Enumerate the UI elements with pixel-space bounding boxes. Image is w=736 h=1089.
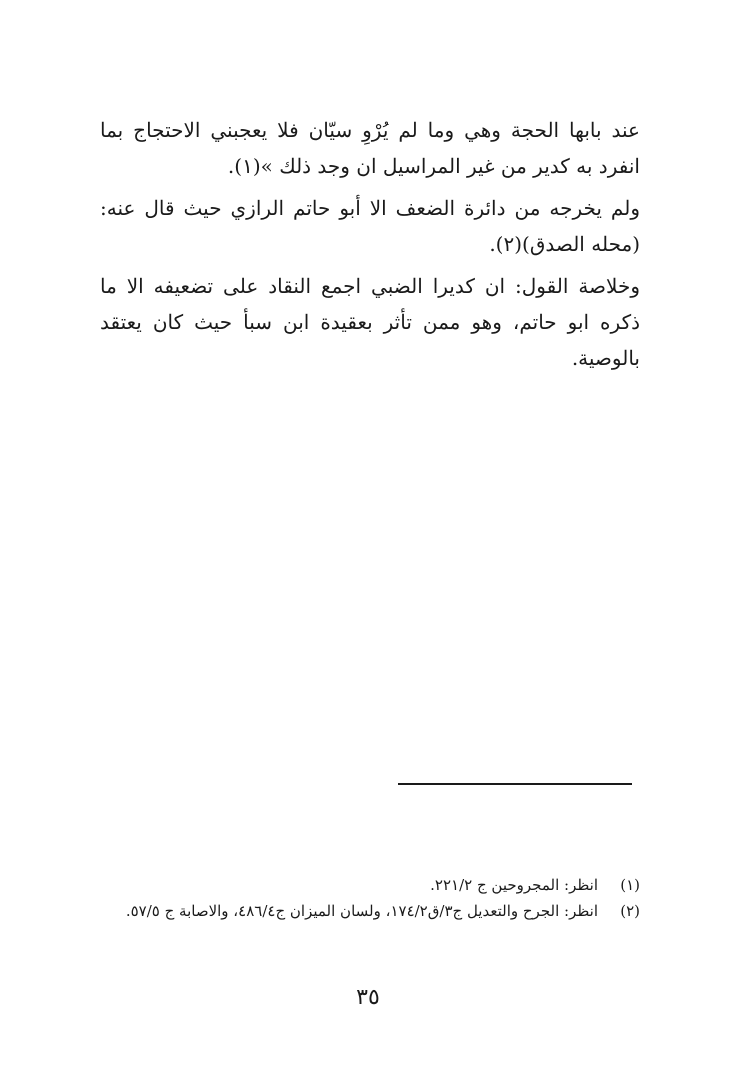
paragraph-2: ولم يخرجه من دائرة الضعف الا أبو حاتم الرازي حيث قال عنه: (محله الصدق)(٢). — [100, 196, 640, 256]
footnotes — [100, 872, 640, 924]
footnote-2 — [100, 898, 640, 924]
footnote-text: انظر: المجروحين ج ٢٢١/٢. — [430, 876, 598, 894]
footnote-1 — [100, 872, 640, 898]
paragraph-1: عند بابها الحجة وهي وما لم يُرْوِ سيّان فلا يعجبني الاحتجاج بما انفرد به كدير من غير المراسيل ان وجد ذلك »(١). — [100, 118, 640, 178]
page-number: ٣٥ — [356, 985, 380, 1010]
footnote-number: (٢) — [620, 902, 640, 920]
footnote-number: (١) — [620, 876, 640, 894]
paragraph-3: وخلاصة القول: ان كديرا الضبي اجمع النقاد على تضعيفه الا ما ذكره ابو حاتم، وهو ممن تأثر بعقيدة ابن سبأ حيث كان يعتقد بالوصية. — [100, 274, 640, 370]
footnote-text: انظر: الجرح والتعديل ج٣/ق١٧٤/٢، ولسان الميزان ج٤٨٦/٤، والاصابة ج ٥٧/٥. — [125, 902, 598, 920]
main-text — [100, 112, 640, 382]
footnote-divider — [398, 783, 632, 785]
